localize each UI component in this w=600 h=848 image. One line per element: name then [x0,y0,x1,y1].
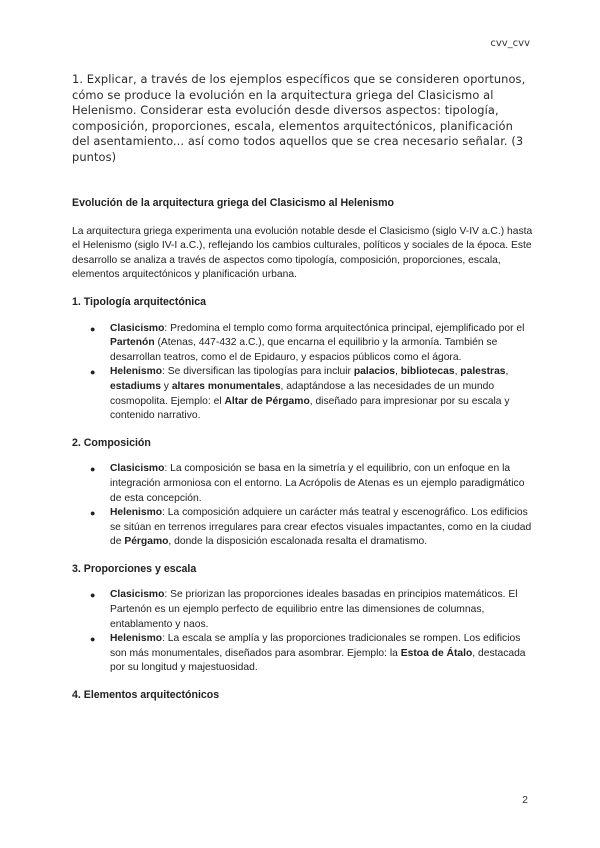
page-number: 2 [522,794,528,806]
bullet-icon: ● [90,464,96,475]
item-term: Helenismo [110,633,163,645]
section-heading-elementos: 4. Elementos arquitectónicos [72,689,220,702]
item-term: Helenismo [110,507,163,519]
list-item: ● Helenismo: La escala se amplía y las proporciones tradicionales se rompen. Los edificios son más monumentales, diseñados para asombrar. Ejemplo: la Estoa de Átalo, destacada por su longitud y majestuosidad. [90,633,526,674]
section-heading-proporciones: 3. Proporciones y escala [72,562,197,575]
item-term: Clasicismo [110,463,165,475]
document-body [72,196,534,715]
bullet-icon: ● [90,634,96,645]
item-term: Clasicismo [110,322,165,334]
section-list-tipologia [72,322,534,424]
bullet-icon: ● [90,367,96,378]
document-title: Evolución de la arquitectura griega del Clasicismo al Helenismo [72,197,395,209]
section-list-proporciones [72,588,534,676]
list-item: ● Clasicismo: La composición se basa en la simetría y el equilibrio, con un enfoque en la integración armoniosa con el entorno. La Acrópolis de Atenas es un ejemplo paradigmático de esta concepción. [90,463,525,504]
list-item: ● Helenismo: La composición adquiere un carácter más teatral y escenográfico. Los edificios se sitúan en terrenos irregulares para crear efectos visuales impactantes, como en la ciudad de Pérgamo, donde la disposición escalonada resalta el dramatismo. [90,507,532,548]
section-heading-composicion: 2. Composición [72,436,151,449]
intro-paragraph: La arquitectura griega experimenta una evolución notable desde el Clasicismo (siglo V-IV a.C.) hasta el Helenismo (siglo IV-I a.C.), reflejando los cambios culturales, políticos y sociales de la época. Este desarrollo se analiza a través de aspectos como tipología, composición, proporciones, escala, elementos arquitectónicos y planificación urbana. [72,225,533,281]
list-item: ● Clasicismo: Predomina el templo como forma arquitectónica principal, ejemplificado por el Partenón (Atenas, 447-432 a.C.), que encarna el equilibrio y la armonía. También se desarrollan teatros, como el de Epidauro, y espacios públicos como el ágora. [90,322,525,363]
section-list-composicion [72,462,534,550]
bullet-icon: ● [90,323,96,334]
list-item: ● Clasicismo: Se priorizan las proporciones ideales basadas en principios matemáticos. El Partenón es un ejemplo perfecto de equilibrio entre las dimensiones de columnas, entablamento y naos. [90,589,518,630]
bullet-icon: ● [90,590,96,601]
item-term: Clasicismo [110,589,165,601]
item-term: Helenismo [110,366,163,378]
bullet-icon: ● [90,508,96,519]
section-heading-tipologia: 1. Tipología arquitectónica [72,295,207,308]
header-tag: cvv_cvv [490,38,530,49]
question-text: 1. Explicar, a través de los ejemplos específicos que se consideren oportunos, cómo se produce la evolución en la arquitectura griega del Clasicismo al Helenismo. Considerar esta evolución desde diversos aspectos: tipología, composición, proporciones, escala, elementos arquitectónicos, planificación del asentamiento... así como todos aquellos que se crea necesario señalar. (3 puntos) [72,72,526,164]
list-item: ● Helenismo: Se diversifican las tipologías para incluir palacios, bibliotecas, palestras, estadiums y altares monumentales, adaptándose a las necesidades de un mundo cosmopolita. Ejemplo: el Altar de Pérgamo, diseñado para impresionar por su escala y contenido narrativo. [90,366,510,422]
